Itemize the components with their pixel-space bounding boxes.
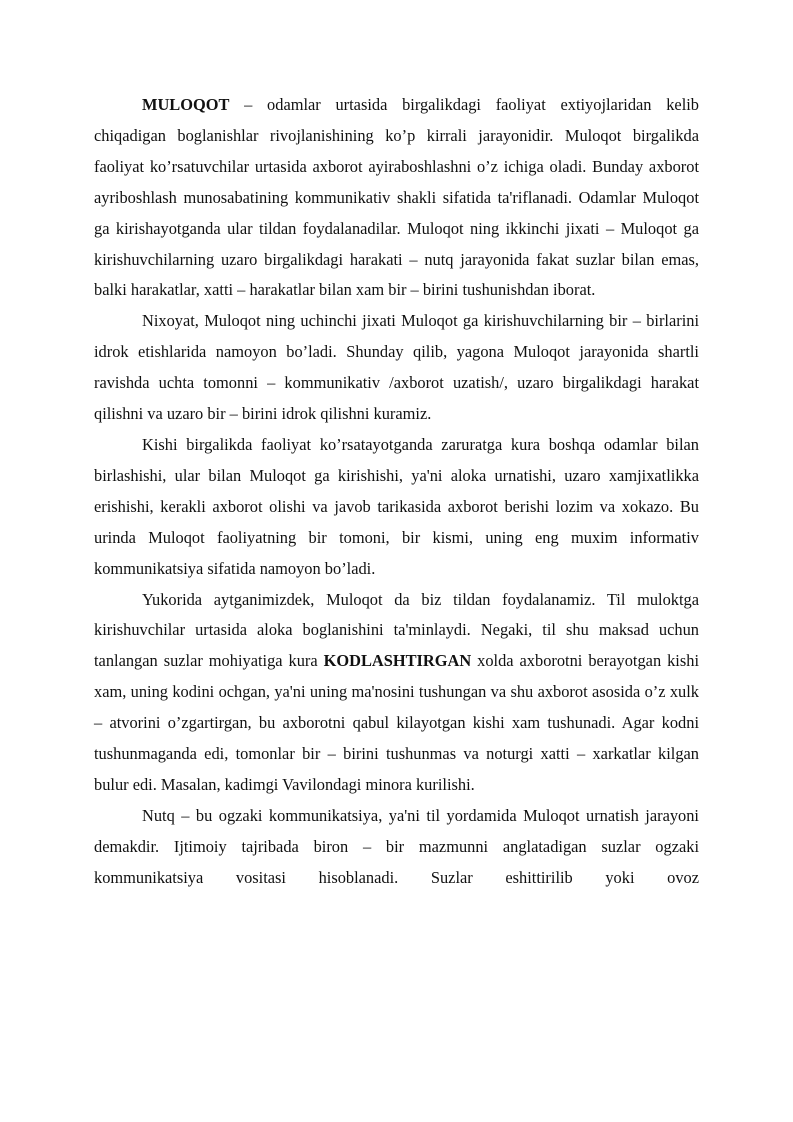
- paragraph-language-coding: [94, 585, 699, 801]
- paragraph-text: – odamlar urtasida birgalikdagi faoliyat extiyojlaridan kelib chiqadigan boglanishlar rivojlanishining ko’p kirrali jarayonidir. Muloqot birgalikda faoliyat ko’rsatuvchilar urtasida axborot ayiraboshlashni o’z ichiga oladi. Bunday axborot ayriboshlash munosabatining kommunikativ shakli sifatida ta'riflanadi. Odamlar Muloqot ga kirishayotganda ular tildan foydalanadilar. Muloqot ning ikkinchi jixati – Muloqot ga kirishuvchilarning uzaro birgalikdagi harakati – nutq jarayonida fakat suzlar bilan emas, balki harakatlar, xatti – harakatlar bilan xam bir – birini tushunishdan iborat.: [94, 95, 699, 300]
- paragraph-text: xolda axborotni berayotgan kishi xam, uning kodini ochgan, ya'ni uning ma'nosini tushungan va shu axborot asosida o’z xulk – atvorini o’zgartirgan, bu axborotni qabul kilayotgan kishi xam tushunadi. Agar kodni tushunmaganda edi, tomonlar bir – birini tushunmas va noturgi xatti – xarkatlar kilgan bulur edi. Masalan, kadimgi Vavilondagi minora kurilishi.: [94, 651, 699, 794]
- paragraph-muloqot-definition: [94, 90, 699, 306]
- paragraph-third-aspect: [94, 306, 699, 430]
- paragraph-speech: [94, 801, 699, 894]
- term-muloqot: MULOQOT: [142, 95, 230, 114]
- term-kodlashtirgan: KODLASHTIRGAN: [323, 651, 472, 671]
- document-page: [94, 90, 699, 894]
- paragraph-text: Yukorida aytganimizdek, Muloqot da biz tildan foydalanamiz. Til muloktga kirishuvchilar urtasida aloka boglanishini ta'minlaydi. Negaki, til shu maksad uchun tanlangan suzlar mohiyatiga kura: [94, 589, 699, 671]
- paragraph-text: Kishi birgalikda faoliyat ko’rsatayotganda zaruratga kura boshqa odamlar bilan birlashishi, ular bilan Muloqot ga kirishishi, ya'ni aloka urnatishi, uzaro xamjixatlikka erishishi, kerakli axborot olishi va javob tarikasida axborot berishi lozim va xokazo. Bu urinda Muloqot faoliyatning bir tomoni, bir kismi, uning eng muxim informativ kommunikatsiya sifatida namoyon bo’ladi.: [94, 434, 699, 578]
- paragraph-joint-activity: [94, 430, 699, 585]
- paragraph-text: Nixoyat, Muloqot ning uchinchi jixati Muloqot ga kirishuvchilarning bir – birlarini idrok etishlarida namoyon bo’ladi. Shunday qilib, yagona Muloqot jarayonida shartli ravishda uchta tomonni – kommunikativ /axborot uzatish/, uzaro birgalikdagi harakat qilishni va uzaro bir – birini idrok qilishni kuramiz.: [94, 311, 699, 424]
- paragraph-text: Nutq – bu ogzaki kommunikatsiya, ya'ni til yordamida Muloqot urnatish jarayoni demakdir. Ijtimoiy tajribada biron – bir mazmunni anglatadigan suzlar ogzaki kommunikatsiya vositasi hisoblanadi. Suzlar eshittirilib yoki ovoz: [94, 805, 699, 887]
